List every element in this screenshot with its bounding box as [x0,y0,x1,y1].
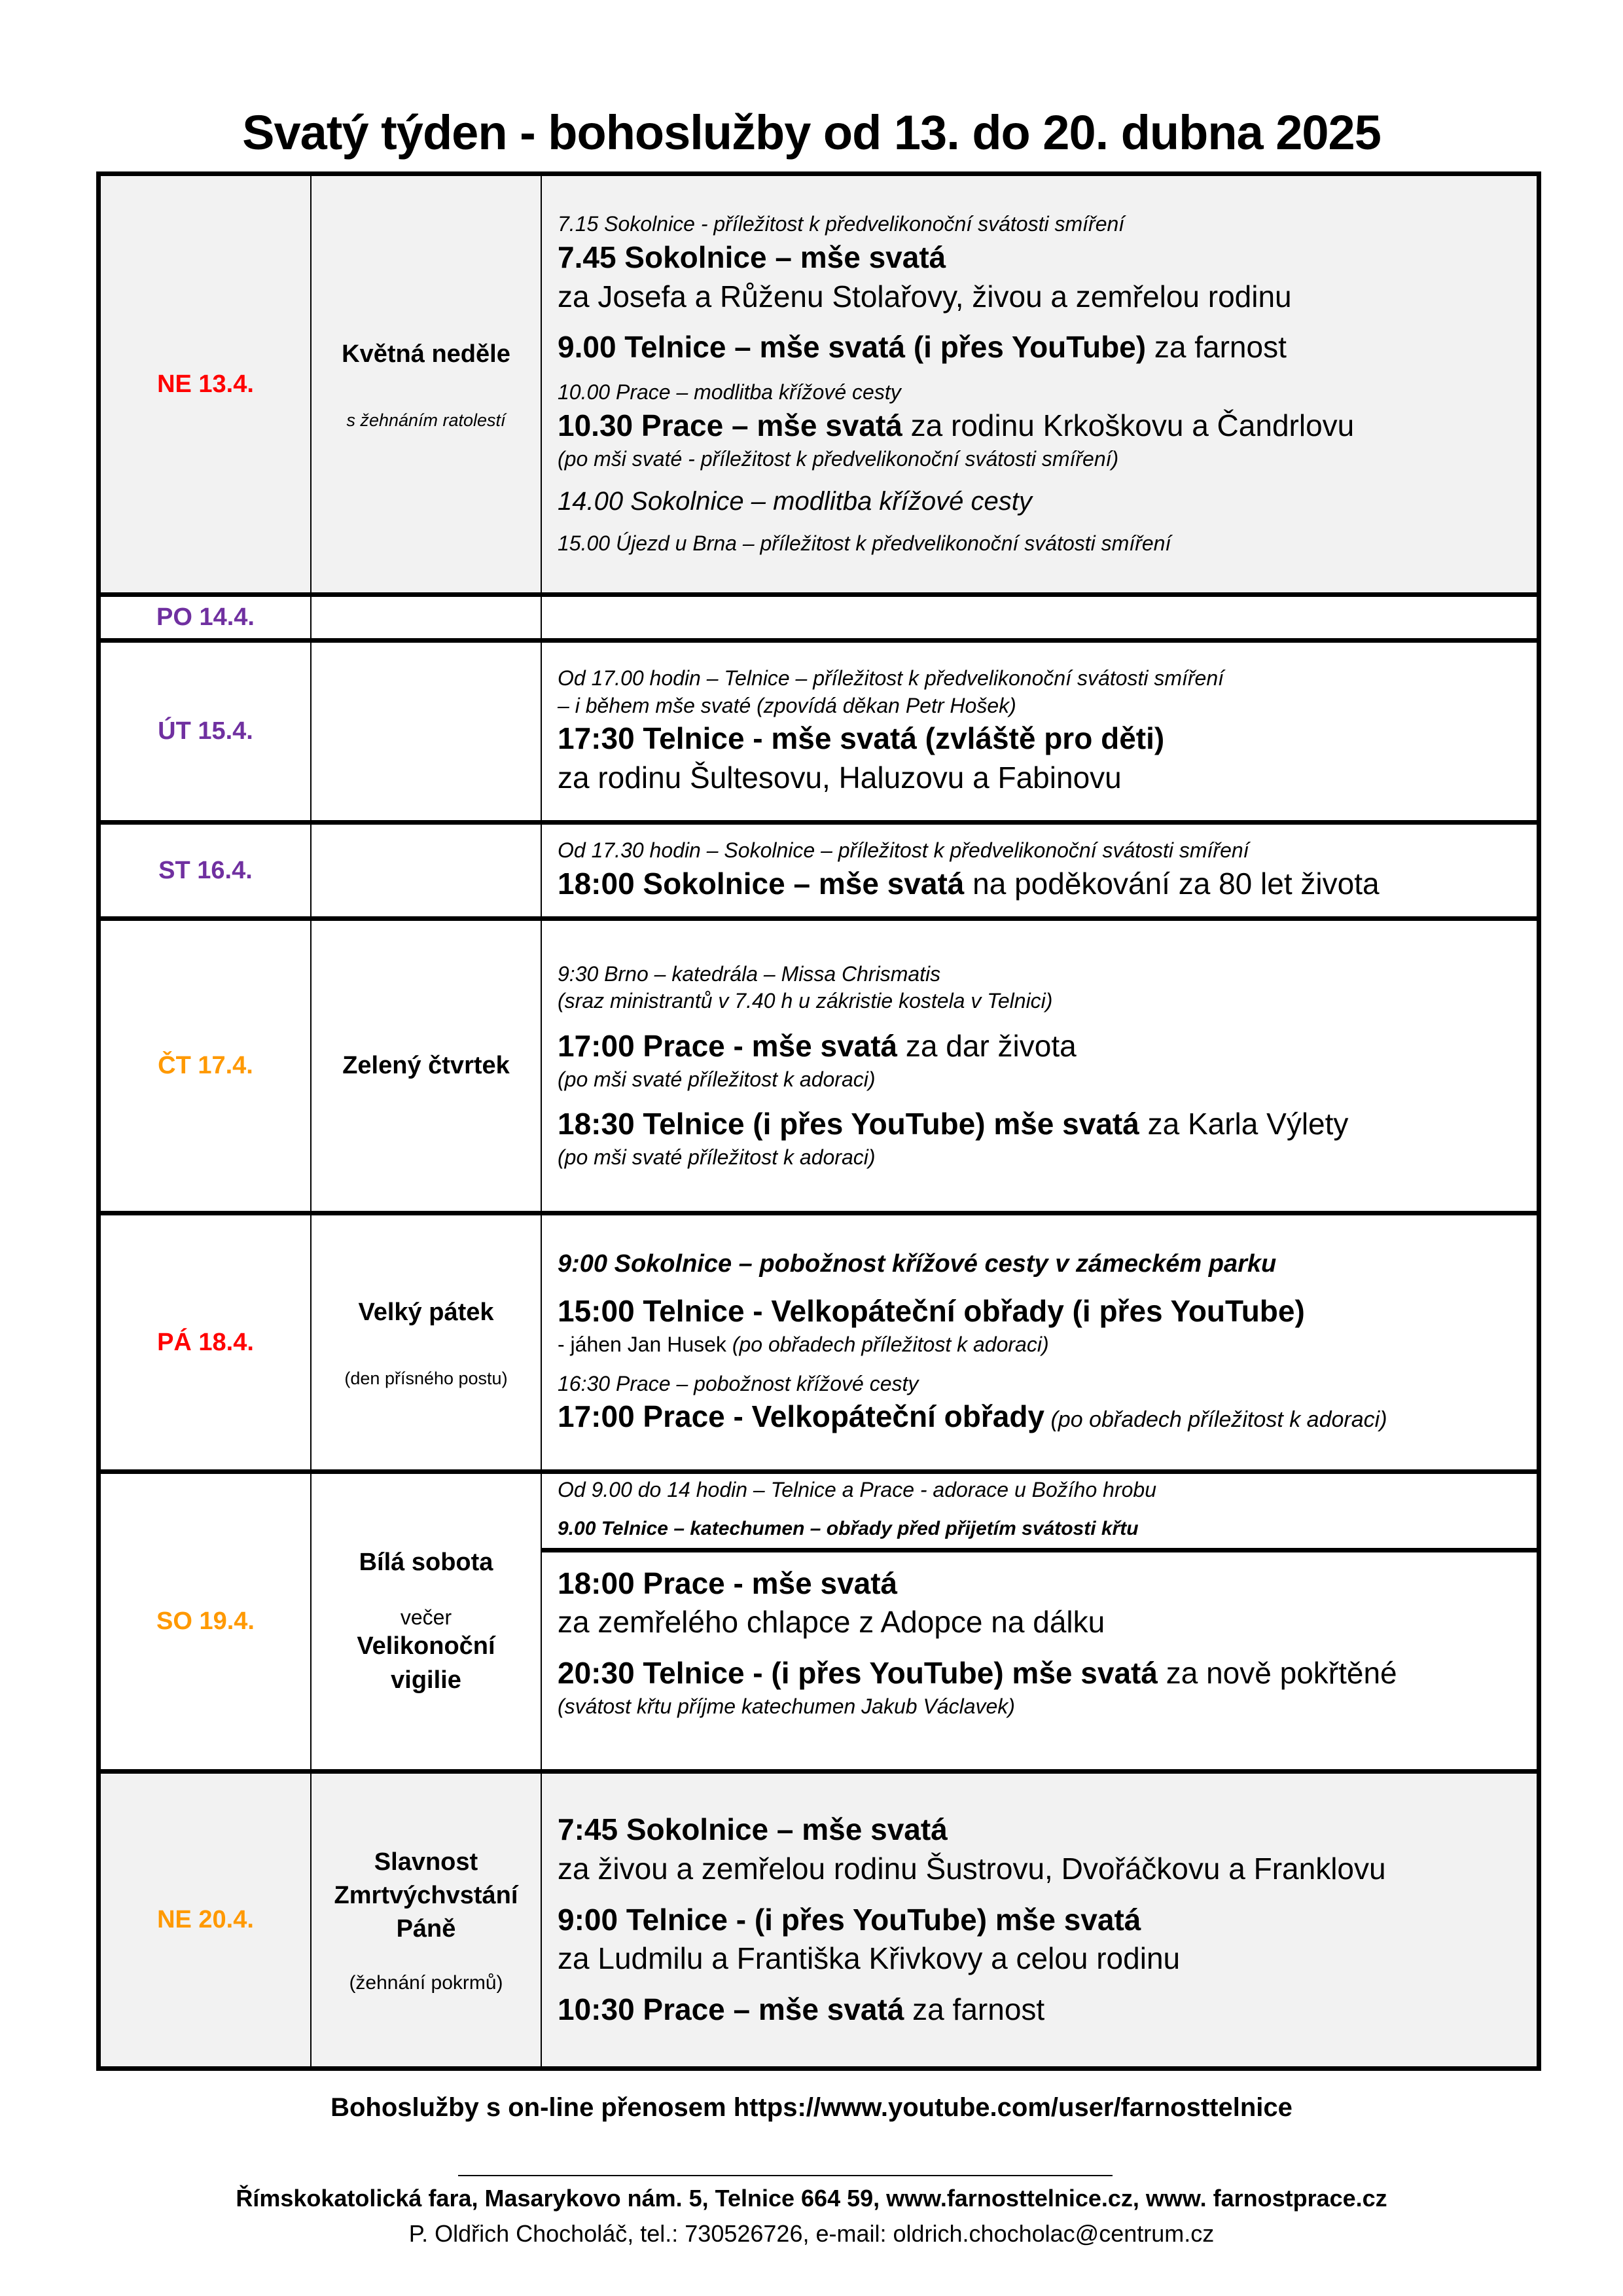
events-cell [541,1472,1539,1772]
feast-note: (den přísného postu) [344,1369,508,1389]
day-row-saturday-19 [99,1472,1539,1772]
parish-address: Římskokatolická fara, Masarykovo nám. 5, Telnice 664 59, www.farnosttelnice.cz, www. farnostprace.cz [236,2185,1387,2212]
event-line [558,1397,1521,1437]
event-title: 9:00 Telnice - (i přes YouTube) mše svatá [558,1902,1141,1937]
day-label: PO 14.4. [99,595,312,641]
event-line: Od 9.00 do 14 hodin – Telnice a Prace - adorace u Božího hrobu [558,1478,1156,1501]
event-line: (po mši svaté - příležitost k předvelikonoční svátosti smíření) [558,446,1119,471]
event-intention: za farnost [1146,330,1287,365]
events-cell [541,1772,1539,2069]
day-label: PÁ 18.4. [99,1213,312,1472]
event-title: 17:00 Prace - mše svatá [558,1028,898,1063]
event-note-italic: (po obřadech příležitost k adoraci) [732,1333,1049,1357]
event-line: – i během mše svaté (zpovídá děkan Petr Hošek) [558,693,1016,717]
event-title: 7.45 Sokolnice – mše svatá [558,240,946,274]
feast-cell [311,1213,541,1472]
day-label: NE 20.4. [99,1772,312,2069]
feast-name: Bílá sobota [359,1549,493,1577]
feast-name: Slavnost Zmrtvýchvstání Páně [334,1848,518,1943]
event-line: za rodinu Šultesovu, Haluzovu a Fabinovu [558,761,1122,795]
feast-time: večer [400,1605,452,1630]
event-title: 10.30 Prace – mše svatá [558,408,902,442]
evening-events [542,1548,1537,1721]
event-line [558,1990,1521,2030]
day-row-friday-18 [99,1213,1539,1472]
events-cell [541,174,1539,595]
event-line [558,719,1521,759]
feast-name: Zelený čtvrtek [342,1051,510,1079]
events-cell [541,595,1539,641]
events-cell [541,823,1539,919]
feast-name: Květná neděle [342,340,510,368]
event-title: 17:30 Telnice - mše svatá (zvláště pro děti) [558,721,1165,756]
day-label: ST 16.4. [99,823,312,919]
event-line [558,1105,1521,1144]
event-line: 7.15 Sokolnice - příležitost k předvelikonoční svátosti smíření [558,212,1125,236]
event-line: (po mši svaté příležitost k adoraci) [558,1067,876,1091]
feast-cell [311,919,541,1213]
event-line: (po mši svaté příležitost k adoraci) [558,1145,876,1169]
event-note: - jáhen Jan Husek [558,1333,732,1357]
event-line [558,1810,1521,1850]
event-line: 10.00 Prace – modlitba křížové cesty [558,380,901,404]
event-line: 9:30 Brno – katedrála – Missa Chrismatis [558,961,941,986]
feast-name-vigil: Velikonoční vigilie [357,1632,495,1694]
day-row-sunday-13 [99,174,1539,595]
event-line [558,1901,1521,1940]
day-row-monday-14 [99,595,1539,641]
event-intention: za nově pokřtěné [1157,1656,1397,1691]
feast-note: s žehnáním ratolestí [346,410,506,431]
event-line: za Josefa a Růženu Stolařovy, živou a zemřelou rodinu [558,279,1292,314]
event-line: Od 17.30 hodin – Sokolnice – příležitost k předvelikonoční svátosti smíření [558,838,1249,863]
event-title: 7:45 Sokolnice – mše svatá [558,1812,948,1846]
event-title: 17:00 Prace - Velkopáteční obřady [558,1399,1045,1434]
event-line: za Ludmilu a Františka Křivkovy a celou rodinu [558,1941,1181,1976]
event-line: 16:30 Prace – pobožnost křížové cesty [558,1371,919,1395]
feast-cell [311,823,541,919]
event-line: 9.00 Telnice – katechumen – obřady před přijetím svátosti křtu [558,1517,1139,1539]
event-line: za zemřelého chlapce z Adopce na dálku [558,1605,1105,1640]
feast-name: Velký pátek [358,1298,494,1326]
feast-cell [311,174,541,595]
event-line: 14.00 Sokolnice – modlitba křížové cesty [558,487,1032,516]
event-intention: za dar života [897,1028,1077,1063]
events-cell [541,1213,1539,1472]
event-line: 9:00 Sokolnice – pobožnost křížové cesty v zámeckém parku [558,1249,1277,1278]
feast-cell [311,1472,541,1772]
day-row-tuesday-15 [99,641,1539,823]
event-line [558,1654,1521,1693]
day-row-wednesday-16 [99,823,1539,919]
event-note-italic: (po obřadech příležitost k adoraci) [1044,1407,1387,1433]
day-row-thursday-17 [99,919,1539,1213]
feast-cell [311,1772,541,2069]
day-label: NE 13.4. [99,174,312,595]
event-line: (sraz ministrantů v 7.40 h u zákristie kostela v Telnici) [558,989,1053,1013]
event-intention: za Karla Výlety [1139,1107,1349,1141]
event-line: Od 17.00 hodin – Telnice – příležitost k předvelikonoční svátosti smíření [558,666,1224,691]
event-title: 18:30 Telnice (i přes YouTube) mše svatá [558,1107,1139,1141]
event-title: 20:30 Telnice - (i přes YouTube) mše svatá [558,1656,1158,1691]
event-intention: za farnost [904,1992,1045,2027]
youtube-link[interactable]: Bohoslužby s on-line přenosem https://www.youtube.com/user/farnosttelnice [330,2093,1293,2122]
page-title: Svatý týden - bohoslužby od 13. do 20. dubna 2025 [242,105,1381,160]
event-line: (svátost křtu příjme katechumen Jakub Václavek) [558,1694,1015,1718]
event-line [558,1027,1521,1066]
event-line [558,238,1521,278]
day-row-sunday-20 [99,1772,1539,2069]
day-label: ČT 17.4. [99,919,312,1213]
event-line: za živou a zemřelou rodinu Šustrovu, Dvořáčkovu a Franklovu [558,1851,1386,1886]
event-line [558,328,1521,367]
events-cell [541,919,1539,1213]
schedule-table [96,171,1541,2071]
event-intention: na poděkování za 80 let života [964,866,1380,901]
event-line [558,1292,1521,1331]
feast-note: (žehnání pokrmů) [349,1972,503,1994]
feast-cell [311,641,541,823]
event-line: 15.00 Újezd u Brna – příležitost k předvelikonoční svátosti smíření [558,531,1171,556]
event-line [558,865,1521,904]
day-label: SO 19.4. [99,1472,312,1772]
event-intention: za rodinu Krkoškovu a Čandrlovu [902,408,1355,442]
event-line [558,1331,1521,1359]
event-title: 10:30 Prace – mše svatá [558,1992,904,2027]
event-title: 18:00 Sokolnice – mše svatá [558,866,965,901]
event-line [558,406,1521,446]
events-cell [541,641,1539,823]
event-title: 18:00 Prace - mše svatá [558,1566,898,1600]
footer-divider [458,2175,1113,2176]
feast-cell [311,595,541,641]
event-line [558,1564,1521,1604]
priest-contact: P. Oldřich Chocholáč, tel.: 730526726, e-mail: oldrich.chocholac@centrum.cz [408,2220,1215,2247]
day-label: ÚT 15.4. [99,641,312,823]
event-title: 9.00 Telnice – mše svatá (i přes YouTube) [558,330,1147,365]
event-title: 15:00 Telnice - Velkopáteční obřady (i přes YouTube) [558,1294,1305,1329]
